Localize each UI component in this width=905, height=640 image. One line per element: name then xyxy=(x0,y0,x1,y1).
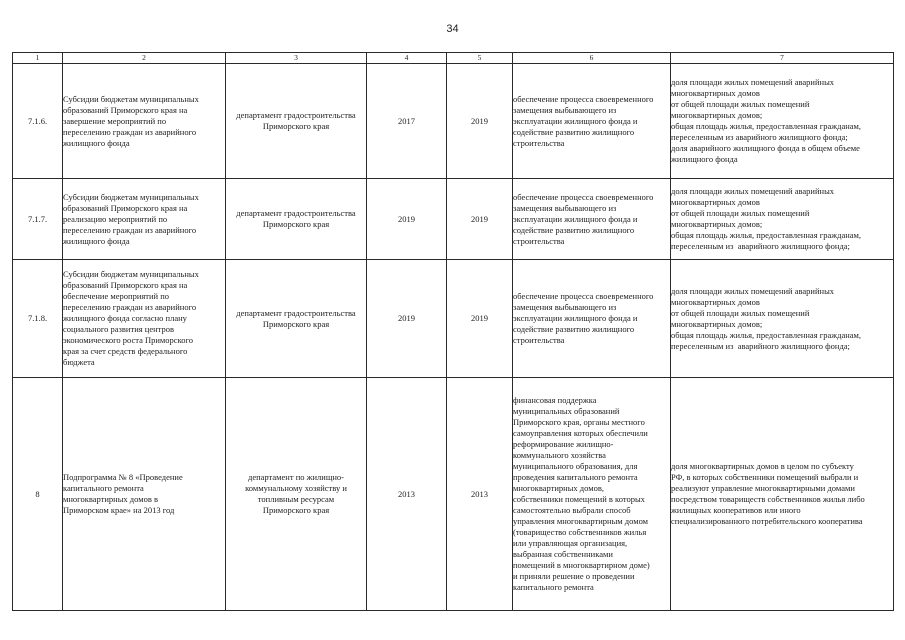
column-number-header: 2 xyxy=(63,53,226,64)
item-number-cell: 7.1.7. xyxy=(13,179,63,260)
column-number-header: 4 xyxy=(367,53,447,64)
executor-cell: департамент градостроительства Приморского края xyxy=(226,179,367,260)
end-year-cell: 2019 xyxy=(447,64,513,179)
table-row xyxy=(13,378,894,611)
expected-result-cell: обеспечение процесса своевременного замещения выбывающего из эксплуатации жилищного фонда и содействие развитию жилищного строительства xyxy=(513,260,671,378)
item-number-cell: 8 xyxy=(13,378,63,611)
end-year-cell: 2013 xyxy=(447,378,513,611)
start-year-cell: 2019 xyxy=(367,179,447,260)
item-number-cell: 7.1.8. xyxy=(13,260,63,378)
column-number-header: 6 xyxy=(513,53,671,64)
indicators-cell: доля площади жилых помещений аварийных многоквартирных домов от общей площади жилых помещений многоквартирных домов; общая площадь жилья, предоставленная гражданам, переселенным из аварийного жилищного фонда; доля аварийного жилищного фонда в общем объеме жилищного фонда xyxy=(671,64,894,179)
item-name-cell: Субсидии бюджетам муниципальных образований Приморского края на реализацию мероприятий по переселению граждан из аварийного жилищного фонда xyxy=(63,179,226,260)
expected-result-cell: финансовая поддержка муниципальных образований Приморского края, органы местного самоуправления которых обеспечили реформирование жилищно- коммунального хозяйства муниципального образования, для проведения капитального ремонта многоквартирных домов, собственники помещений в которых самостоятельно выбрали способ управления многоквартирным домом (товарищество собственников жилья или управляющая организация, выбранная собственниками помещений в многоквартирном доме) и приняли решение о проведении капитального ремонта xyxy=(513,378,671,611)
item-name-cell: Подпрограмма № 8 «Проведение капитального ремонта многоквартирных домов в Приморском крае» на 2013 год xyxy=(63,378,226,611)
program-table xyxy=(12,52,894,611)
executor-cell: департамент по жилищно- коммунальному хозяйству и топливным ресурсам Приморского края xyxy=(226,378,367,611)
table-row xyxy=(13,179,894,260)
table-row xyxy=(13,64,894,179)
end-year-cell: 2019 xyxy=(447,179,513,260)
item-number-cell: 7.1.6. xyxy=(13,64,63,179)
indicators-cell: доля многоквартирных домов в целом по субъекту РФ, в которых собственники помещений выбрали и реализуют управление многоквартирными домами посредством товариществ собственников жилья либо жилищных кооперативов или иного специализированного потребительского кооператива xyxy=(671,378,894,611)
column-number-row xyxy=(13,53,894,64)
indicators-cell: доля площади жилых помещений аварийных многоквартирных домов от общей площади жилых помещений многоквартирных домов; общая площадь жилья, предоставленная гражданам, переселенным из аварийного жилищного фонда; xyxy=(671,179,894,260)
page-number: 34 xyxy=(446,23,459,35)
column-number-header: 1 xyxy=(13,53,63,64)
table-row xyxy=(13,260,894,378)
executor-cell: департамент градостроительства Приморского края xyxy=(226,260,367,378)
start-year-cell: 2013 xyxy=(367,378,447,611)
expected-result-cell: обеспечение процесса своевременного замещения выбывающего из эксплуатации жилищного фонда и содействие развитию жилищного строительства xyxy=(513,179,671,260)
item-name-cell: Субсидии бюджетам муниципальных образований Приморского края на завершение мероприятий по переселению граждан из аварийного жилищного фонда xyxy=(63,64,226,179)
item-name-cell: Субсидии бюджетам муниципальных образований Приморского края на обеспечение мероприятий по переселению граждан из аварийного жилищного фонда согласно плану социального развития центров экономического роста Приморского края за счет средств федерального бюджета xyxy=(63,260,226,378)
end-year-cell: 2019 xyxy=(447,260,513,378)
column-number-header: 5 xyxy=(447,53,513,64)
indicators-cell: доля площади жилых помещений аварийных многоквартирных домов от общей площади жилых помещений многоквартирных домов; общая площадь жилья, предоставленная гражданам, переселенным из аварийного жилищного фонда; xyxy=(671,260,894,378)
expected-result-cell: обеспечение процесса своевременного замещения выбывающего из эксплуатации жилищного фонда и содействие развитию жилищного строительства xyxy=(513,64,671,179)
column-number-header: 3 xyxy=(226,53,367,64)
column-number-header: 7 xyxy=(671,53,894,64)
start-year-cell: 2019 xyxy=(367,260,447,378)
start-year-cell: 2017 xyxy=(367,64,447,179)
executor-cell: департамент градостроительства Приморского края xyxy=(226,64,367,179)
